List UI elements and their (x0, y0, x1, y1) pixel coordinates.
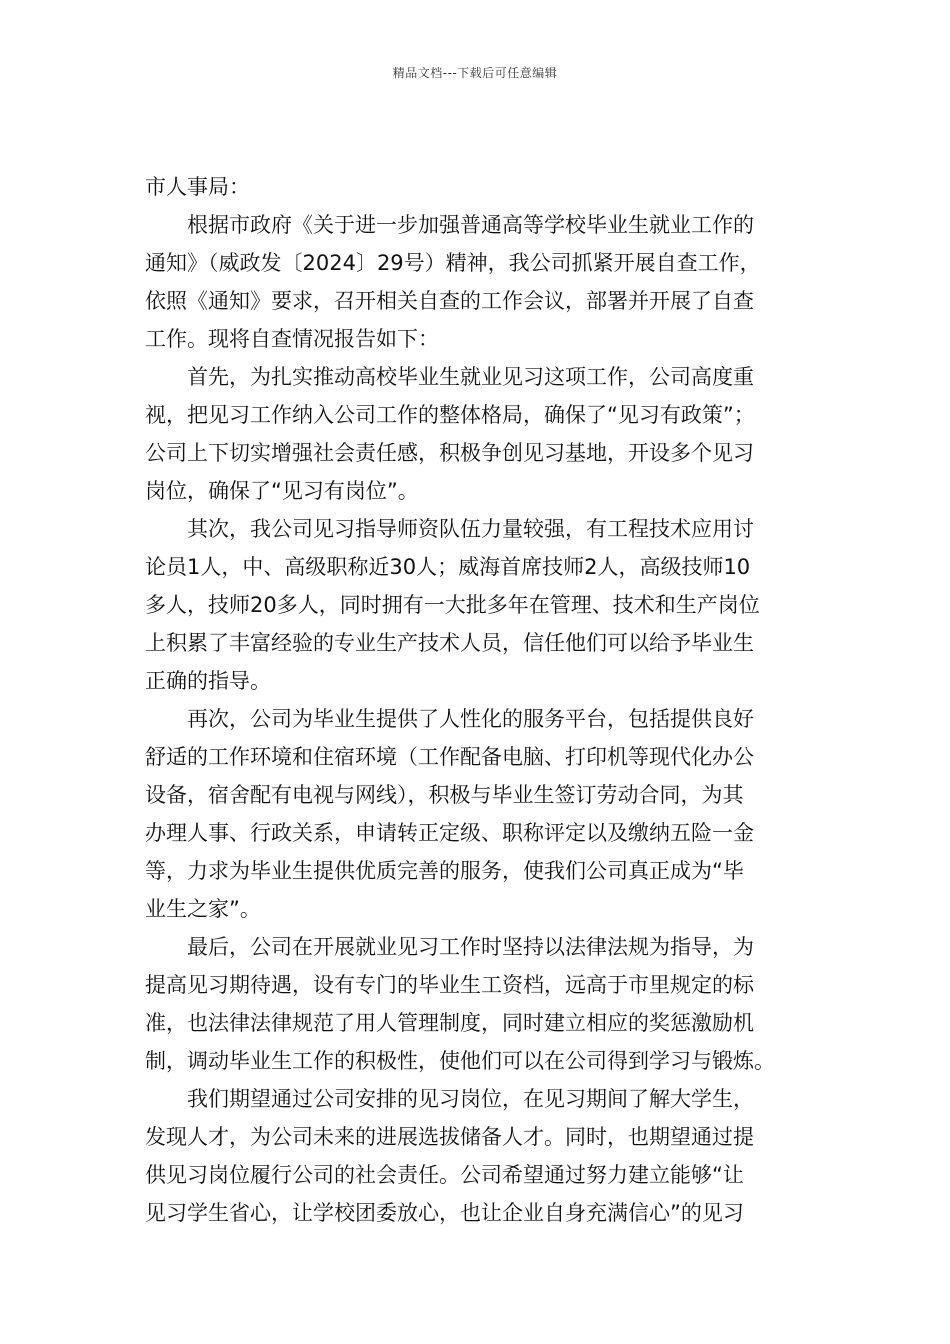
text-line: 视，把见习工作纳入公司工作的整体格局，确保了“见习有政策”； (145, 403, 755, 427)
text-line: 业生之家”。 (145, 897, 261, 921)
text-line: 设备，宿舍配有电视与网线），积极与毕业生签订劳动合同，为其 (145, 783, 744, 807)
text-line: 通知》（威政发〔2024〕29号）精神，我公司抓紧开展自查工作， (145, 251, 761, 275)
text-line: 提高见习期待遇，设有专门的毕业生工资档，远高于市里规定的标 (145, 973, 754, 997)
page-header: 精品文档---下载后可任意编辑 (392, 66, 558, 80)
text-line: 舒适的工作环境和住宿环境（工作配备电脑、打印机等现代化办公 (145, 745, 754, 769)
text-line: 上积累了丰富经验的专业生产技术人员，信任他们可以给予毕业生 (145, 631, 754, 655)
text-line: 首先，为扎实推动高校毕业生就业见习这项工作，公司高度重 (145, 365, 754, 389)
text-line: 等，力求为毕业生提供优质完善的服务，使我们公司真正成为“毕 (145, 859, 744, 883)
text-line: 其次，我公司见习指导师资队伍力量较强，有工程技术应用讨 (145, 517, 754, 541)
text-line: 根据市政府《关于进一步加强普通高等学校毕业生就业工作的 (145, 213, 754, 237)
text-line: 供见习岗位履行公司的社会责任。公司希望通过努力建立能够“让 (145, 1163, 744, 1187)
salutation-line: 市人事局： (145, 175, 250, 199)
text-line: 准，也法律法律规范了用人管理制度，同时建立相应的奖惩激励机 (145, 1011, 754, 1035)
text-line: 再次，公司为毕业生提供了人性化的服务平台，包括提供良好 (145, 707, 754, 731)
text-line: 公司上下切实增强社会责任感，积极争创见习基地，开设多个见习 (145, 441, 754, 465)
text-line: 办理人事、行政关系，申请转正定级、职称评定以及缴纳五险一金 (145, 821, 754, 845)
text-line: 我们期望通过公司安排的见习岗位，在见习期间了解大学生， (145, 1087, 754, 1111)
text-line: 论员1人，中、高级职称近30人；威海首席技师2人，高级技师10 (145, 555, 751, 579)
text-line: 正确的指导。 (145, 669, 271, 693)
text-line: 岗位，确保了“见习有岗位”。 (145, 479, 419, 503)
text-line: 工作。现将自查情况报告如下： (145, 327, 439, 351)
text-line: 见习学生省心，让学校团委放心，也让企业自身充满信心”的见习 (145, 1201, 744, 1225)
text-line: 最后，公司在开展就业见习工作时坚持以法律法规为指导，为 (145, 935, 754, 959)
text-line: 发现人才，为公司未来的进展选拔储备人才。同时，也期望通过提 (145, 1125, 754, 1149)
text-line: 制，调动毕业生工作的积极性，使他们可以在公司得到学习与锻炼。 (145, 1049, 775, 1073)
text-line: 依照《通知》要求，召开相关自查的工作会议，部署并开展了自查 (145, 289, 754, 313)
text-line: 多人，技师20多人，同时拥有一大批多年在管理、技术和生产岗位 (145, 593, 760, 617)
document-body (145, 168, 810, 1232)
